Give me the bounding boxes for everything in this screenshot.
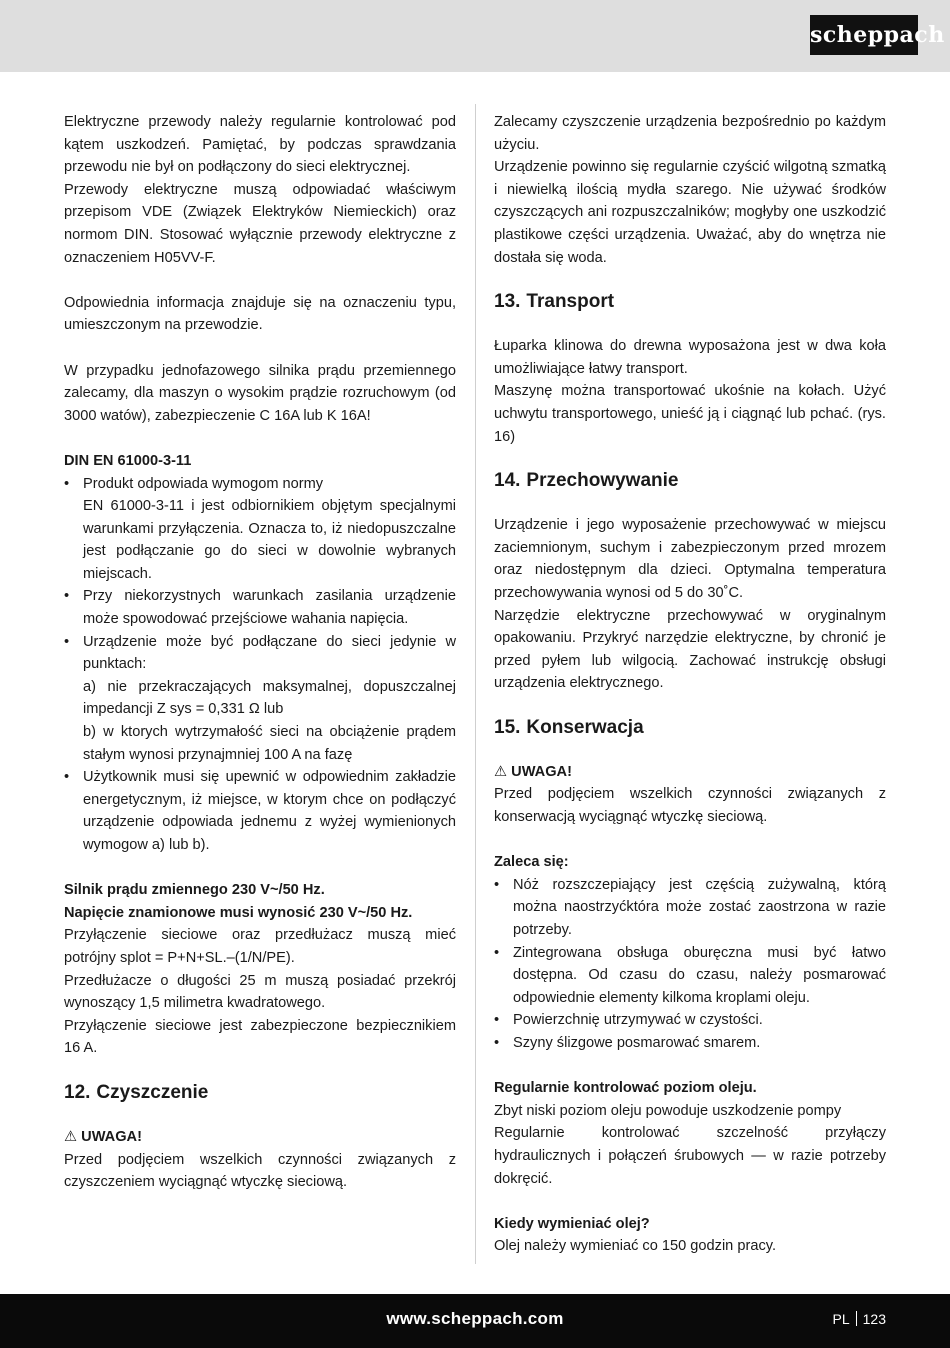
cleaning-text: Urządzenie powinno się regularnie czyścić wilgotną szmatką i niewielką ilością mydła szarego. Nie używać środków czyszczących ani rozpuszczalników; mogłyby one uszkodzić plastikowe części urządzenia. Uważać, aby do wnętrza nie dostała się woda. <box>494 159 886 266</box>
cleaning-text: Zalecamy czyszczenie urządzenia bezpośrednio po każdym użyciu. <box>494 114 886 153</box>
warning-icon: ⚠ <box>64 1128 78 1145</box>
right-column <box>494 111 886 1258</box>
cable-check-text: Elektryczne przewody należy regularnie kontrolować pod kątem uszkodzeń. Pamiętać, by podczas sprawdzania przewodu nie był on podłączony do sieci elektrycznej. <box>64 114 456 176</box>
page-info <box>833 1294 886 1348</box>
extension-text: Przedłużacze o długości 25 m muszą posiadać przekrój wynoszący 1,5 milimetra kwadratowego. <box>64 972 456 1012</box>
fuse-recommendation-text: W przypadku jednofazowego silnika prądu przemiennego zalecamy, dla maszyn o wysokim prądzie rozruchowym (od 3000 watów), zabezpieczenie C 16A lub K 16A! <box>64 362 456 424</box>
list-item: • Produkt odpowiada wymogom normy EN 61000-3-11 i jest odbiornikiem objętym specjalnymi warunkami przyłączenia. Oznacza to, iż niedopuszczalne jest podłączanie go do sieci w dowolnie wybranych miejscach. <box>64 473 456 586</box>
page-number: 123 <box>862 1311 886 1327</box>
transport-text: Łuparka klinowa do drewna wyposażona jest w dwa koła umożliwiające łatwy transport. <box>494 338 886 377</box>
voltage-spec-bold: Napięcie znamionowe musi wynosić 230 V~/50 Hz. <box>64 904 413 921</box>
cable-spec-text: Przewody elektryczne muszą odpowiadać właściwym przepisom VDE (Związek Elektryków Niemieckich) oraz normom DIN. Stosować wyłącznie przewody elektryczne z oznaczeniem H05VV-F. <box>64 181 456 266</box>
storage-text: Urządzenie i jego wyposażenie przechowywać w miejscu zaciemnionym, suchym i zabezpieczonym przed mrozem oraz niedostępnym dla dzieci. Optymalna temperatura przechowywania wynosi od 5 do 30˚C. <box>494 517 886 601</box>
list-item: • Powierzchnię utrzymywać w czystości. <box>494 1009 886 1032</box>
cleaning-warning-text: Przed podjęciem wszelkich czynności związanych z czyszczeniem wyciągnąć wtyczkę sieciową. <box>64 1151 456 1191</box>
footer-bar <box>0 1294 950 1348</box>
list-item: • Urządzenie może być podłączane do sieci jedynie w punktach: a) nie przekraczających maksymalnej, dopuszczalnej impedancji Z sys = 0,331 Ω lub b) w ktorych wytrzymałość sieci na obciążenie prądem stałym wynosi przynajmniej 100 A na fazę <box>64 631 456 767</box>
language-code: PL <box>832 1311 850 1327</box>
oil-check-text: Regularnie kontrolować szczelność przyłączy hydraulicznych i połączeń śrubowych — w razie potrzeby dokręcić. <box>494 1125 886 1187</box>
warning-label: ⚠ UWAGA! <box>64 1128 142 1145</box>
connection-text: Przyłączenie sieciowe oraz przedłużacz muszą mieć potrójny splot = P+N+SL.–(1/N/PE). <box>64 927 456 966</box>
oil-check-title: Regularnie kontrolować poziom oleju. <box>494 1080 757 1097</box>
list-item: • Nóż rozszczepiający jest częścią zużywalną, którą można naostrzyćktóra może zostać zaostrzona w razie potrzeby. <box>494 874 886 942</box>
column-divider <box>475 104 476 1264</box>
oil-change-title: Kiedy wymieniać olej? <box>494 1215 650 1232</box>
din-title: DIN EN 61000-3-11 <box>64 452 192 469</box>
fuse-text: Przyłączenie sieciowe jest zabezpieczone bezpiecznikiem 16 A. <box>64 1017 456 1057</box>
recommend-list <box>494 874 886 1055</box>
storage-text: Narzędzie elektryczne przechowywać w oryginalnym opakowaniu. Przykryć narzędzie elektryczne, by chronić je przed pyłem lub wilgocią. Zachować instrukcję obsługi urządzenia elektrycznego. <box>494 607 886 692</box>
oil-change-text: Olej należy wymieniać co 150 godzin pracy. <box>494 1238 777 1255</box>
maintenance-warning-text: Przed podjęciem wszelkich czynności związanych z konserwacją wyciągnąć wtyczkę sieciową. <box>494 786 886 826</box>
din-list <box>64 473 456 857</box>
warning-icon: ⚠ <box>494 763 508 780</box>
scheppach-logo: scheppach <box>810 15 918 55</box>
section-heading-cleaning: 12. Czyszczenie <box>64 1081 209 1103</box>
list-item: • Użytkownik musi się upewnić w odpowiednim zakładzie energetycznym, iż miejsce, w ktorym chce on podłączyć urządzenie odpowiada jednemu z wyżej wymienionych wymogow a) lub b). <box>64 766 456 856</box>
left-column <box>64 111 456 1194</box>
warning-label: ⚠ UWAGA! <box>494 763 572 780</box>
type-label-text: Odpowiednia informacja znajduje się na oznaczeniu typu, umieszczonym na przewodzie. <box>64 294 456 334</box>
header-bar <box>0 0 950 72</box>
website-link[interactable]: www.scheppach.com <box>386 1309 564 1328</box>
section-heading-transport: 13. Transport <box>494 291 615 313</box>
list-item: • Szyny ślizgowe posmarować smarem. <box>494 1032 886 1055</box>
transport-text: Maszynę można transportować ukośnie na kołach. Użyć uchwytu transportowego, unieść ją i ciągnąć lub pchać. (rys. 16) <box>494 383 886 445</box>
section-heading-maintenance: 15. Konserwacja <box>494 716 644 738</box>
recommend-title: Zaleca się: <box>494 854 569 871</box>
motor-spec-bold: Silnik prądu zmiennego 230 V~/50 Hz. <box>64 882 325 899</box>
list-item: • Przy niekorzystnych warunkach zasilania urządzenie może spowodować przejściowe wahania napięcia. <box>64 585 456 630</box>
section-heading-storage: 14. Przechowywanie <box>494 470 679 492</box>
oil-check-text: Zbyt niski poziom oleju powoduje uszkodzenie pompy <box>494 1102 842 1119</box>
list-item: • Zintegrowana obsługa oburęczna musi być łatwo dostępna. Od czasu do czasu, należy posmarować odpowiednie elementy kilkoma kroplami oleju. <box>494 942 886 1010</box>
